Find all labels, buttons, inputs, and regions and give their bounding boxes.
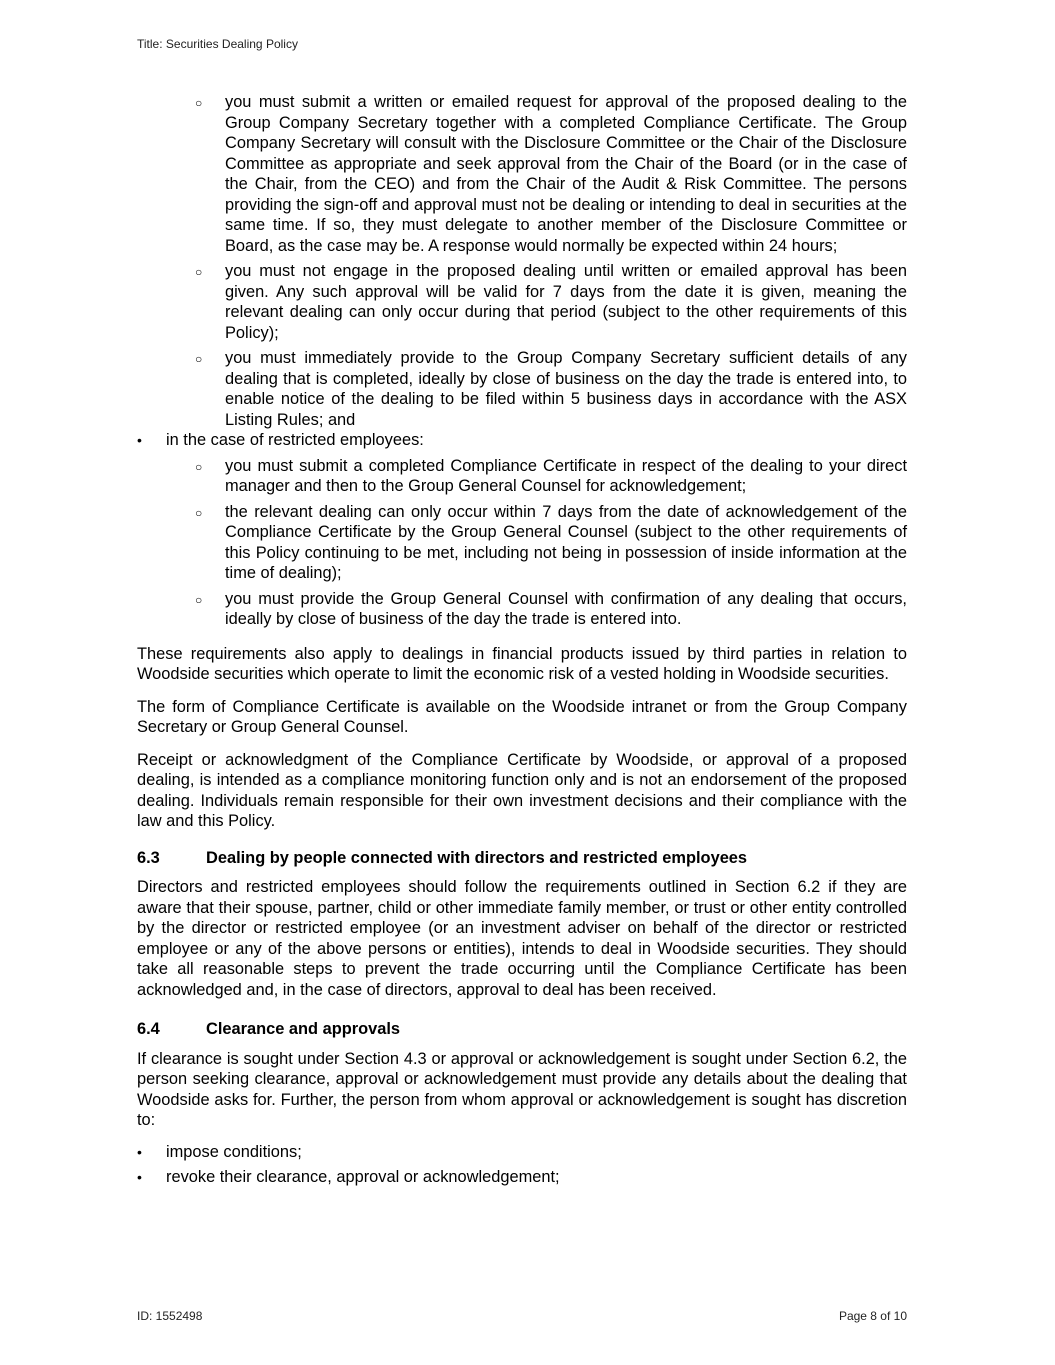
bullet-item [137,1167,907,1188]
section-number: 6.4 [137,1020,160,1038]
bullet-item [137,1142,907,1163]
document-header-title: Title: Securities Dealing Policy [137,37,298,51]
circle-bullet-icon: ○ [195,459,203,474]
sub-list-item-text: you must submit a written or emailed request for approval of the proposed dealing to the Group Company Secretary together with a completed Compliance Certificate. The Group Company Secretary will consult with the Disclosure Committee or the Chair of the Disclosure Committee as appropriate and seek approval from the Chair of the Board (or in the case of the Chair, from the CEO) and from the Chair of the Audit & Risk Committee. The persons providing the sign-off and approval must not be dealing or intending to deal in securities at the same time. If so, they must delegate to another member of the Disclosure Committee or Board, as the case may be. A response would normally be expected within 24 hours; [225,93,907,255]
circle-bullet-icon: ○ [195,265,203,279]
bullet-item-text: revoke their clearance, approval or acknowledgement; [166,1168,560,1186]
sub-list-item-text: you must provide the Group General Counsel with confirmation of any dealing that occurs, ideally by close of business of the day the trade is entered into. [225,589,907,628]
section-body: Directors and restricted employees should follow the requirements outlined in Section 6.2 if they are aware that their spouse, partner, child or other immediate family member, or trust or other entity controlled by the director or restricted employee (or an investment adviser on behalf of the director or restricted employee or any of the above persons or entities), intends to deal in Woodside securities. They should take all reasonable steps to prevent the trade occurring until the Compliance Certificate has been acknowledged and, in the case of directors, approval to deal has been received. [137,878,907,999]
bullet-item-restricted [137,430,907,451]
paragraph: The form of Compliance Certificate is available on the Woodside intranet or from the Group Company Secretary or Group General Counsel. [137,697,907,736]
sub-list-item [195,348,907,430]
section-body: If clearance is sought under Section 4.3 or approval or acknowledgement is sought under Section 6.2, the person seeking clearance, approval or acknowledgement must provide any details about the dealing that Woodside asks for. Further, the person from whom approval or acknowledgement is sought has discretion to: [137,1049,907,1129]
page-number: Page 8 of 10 [838,1309,907,1323]
circle-bullet-icon: ○ [195,592,203,607]
sub-list-item [195,589,907,630]
paragraph: These requirements also apply to dealings in financial products issued by third parties in relation to Woodside securities which operate to limit the economic risk of a vested holding in Woodside securities. [137,644,907,683]
bullet-icon: • [137,432,142,448]
bullet-item-text: in the case of restricted employees: [166,431,424,449]
bullet-item-text: impose conditions; [166,1142,302,1161]
sub-list-item-text: you must not engage in the proposed dealing until written or emailed approval has been given. Any such approval will be valid for 7 days from the date it is given, meaning the relevant dealing can only occur during that period (subject to the other requirements of this Policy); [225,262,907,342]
sub-list-item [195,456,907,497]
circle-bullet-icon: ○ [195,505,203,520]
sub-list-item [195,261,907,343]
document-body [137,92,907,1193]
sub-list-item [195,502,907,584]
bullet-icon: • [137,1169,142,1185]
sub-list-item [195,92,907,256]
circle-bullet-icon: ○ [195,352,203,366]
sub-list-item-text: the relevant dealing can only occur within 7 days from the date of acknowledgement of the Compliance Certificate by the Group General Counsel (subject to the other requirements of this Policy continuing to be met, including not being in possession of inside information at the time of dealing); [225,502,907,582]
sub-list-item-text: you must immediately provide to the Group Company Secretary sufficient details of any dealing that is completed, ideally by close of business on the day the trade is entered into, to enable notice of the dealing to be filed within 5 business days in accordance with the ASX Listing Rules; and [225,349,907,429]
circle-bullet-icon: ○ [195,96,203,110]
bullet-icon: • [137,1143,142,1160]
section-heading-6-4 [137,1019,907,1040]
section-title: Dealing by people connected with directors and restricted employees [206,848,748,867]
sub-list-item-text: you must submit a completed Compliance Certificate in respect of the dealing to your direct manager and then to the Group General Counsel for acknowledgement; [225,456,907,495]
section-heading-6-3 [137,848,907,869]
section-number: 6.3 [137,848,160,867]
paragraph: Receipt or acknowledgment of the Compliance Certificate by Woodside, or approval of a proposed dealing, is intended as a compliance monitoring function only and is not an endorsement of the proposed dealing. Individuals remain responsible for their own investment decisions and their compliance with the law and this Policy. [137,750,907,830]
section-title: Clearance and approvals [206,1020,401,1038]
document-id: ID: 1552498 [137,1309,203,1323]
